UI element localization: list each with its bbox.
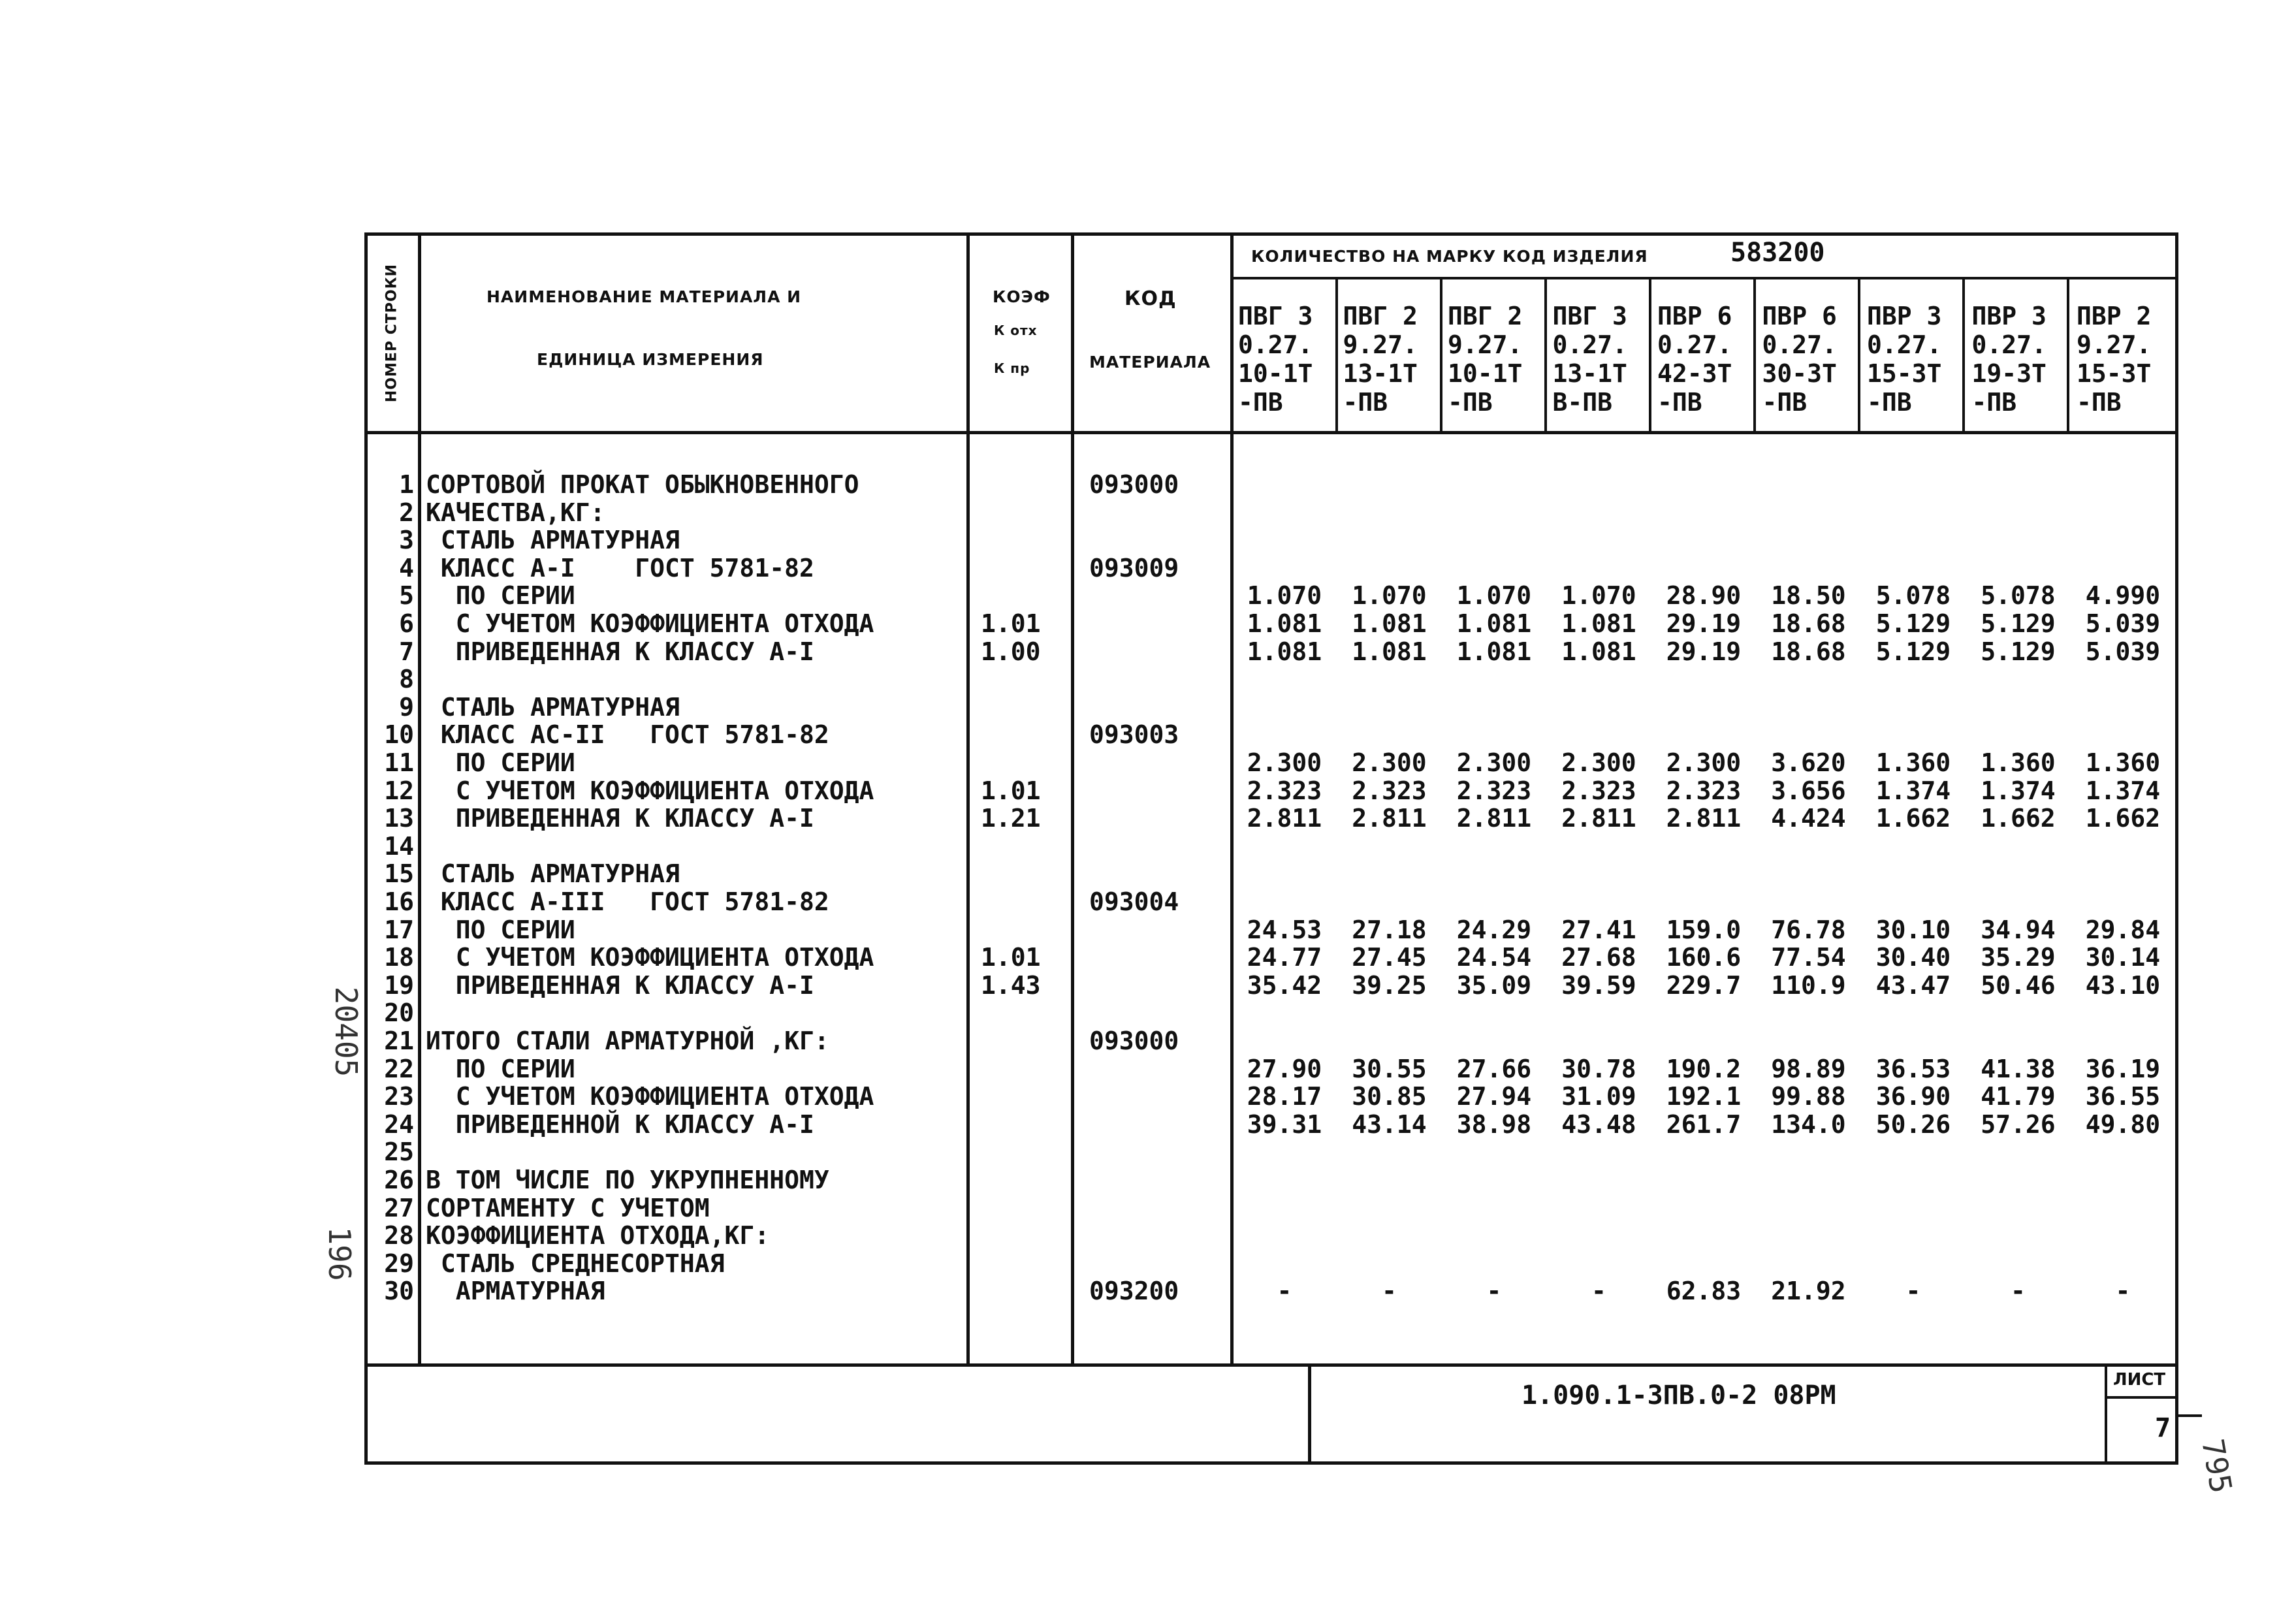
quantity-cell: 27.90 xyxy=(1247,1054,1322,1083)
mark-header-line: ПВР 3 xyxy=(1867,302,1942,330)
code-header-line1: КОД xyxy=(1124,287,1177,310)
quantity-cell: 98.89 xyxy=(1771,1054,1846,1083)
mark-header-line: ПВГ 2 xyxy=(1343,302,1418,330)
mark-header-line: -ПВ xyxy=(2077,388,2122,417)
material-name-cell: КАЧЕСТВА,КГ: xyxy=(426,498,605,527)
quantity-cell: 159.0 xyxy=(1666,915,1742,944)
quantity-cell: 1.374 xyxy=(1981,776,2056,805)
quantity-cell: 29.84 xyxy=(2085,915,2161,944)
quantity-cell: 229.7 xyxy=(1666,970,1742,1000)
quantity-cell: 27.18 xyxy=(1352,915,1427,944)
row-number: 6 xyxy=(399,609,414,638)
row-number: 11 xyxy=(384,748,414,777)
stamp-sheet-hline xyxy=(2105,1396,2178,1399)
mark-header-line: -ПВ xyxy=(1343,388,1388,417)
quantity-cell: - xyxy=(1905,1277,1921,1306)
quantity-cell: 1.070 xyxy=(1352,581,1427,611)
quantity-cell: 1.662 xyxy=(2085,804,2161,833)
quantity-cell: - xyxy=(1486,1277,1502,1306)
material-name-header-line2: ЕДИНИЦА ИЗМЕРЕНИЯ xyxy=(537,350,764,369)
material-name-cell: ПРИВЕДЕННАЯ К КЛАССУ А-I xyxy=(426,804,814,833)
mark-divider-1 xyxy=(1335,277,1338,434)
mark-header-line: 15-3Т xyxy=(1867,359,1942,388)
material-name-cell: КЛАСС АС-II ГОСТ 5781-82 xyxy=(426,720,829,750)
quantity-cell: 43.47 xyxy=(1875,970,1951,1000)
quantity-cell: 27.68 xyxy=(1561,943,1636,972)
quantity-cell: 38.98 xyxy=(1456,1109,1532,1139)
mark-divider-8 xyxy=(2067,277,2069,434)
material-name-cell: ПО СЕРИИ xyxy=(426,581,575,611)
material-name-cell: ПО СЕРИИ xyxy=(426,915,575,944)
coefficient-cell: 1.01 xyxy=(981,943,1041,972)
quantity-cell: 5.078 xyxy=(1875,581,1951,611)
quantity-cell: 2.300 xyxy=(1247,748,1322,777)
coefficient-cell: 1.01 xyxy=(981,609,1041,638)
quantity-cell: 4.424 xyxy=(1771,804,1846,833)
quantity-cell: 39.25 xyxy=(1352,970,1427,1000)
mark-divider-3 xyxy=(1544,277,1547,434)
quantity-cell: 24.54 xyxy=(1456,943,1532,972)
mark-header-2 xyxy=(1343,302,1418,417)
quantity-cell: 43.48 xyxy=(1561,1109,1636,1139)
quantity-cell: 49.80 xyxy=(2085,1109,2161,1139)
row-number: 30 xyxy=(384,1277,414,1306)
coef-header-line3: К пр xyxy=(994,360,1030,376)
mark-divider-6 xyxy=(1858,277,1860,434)
quantity-cell: 5.039 xyxy=(2085,609,2161,638)
quantity-cell: 31.09 xyxy=(1561,1082,1636,1111)
row-number: 18 xyxy=(384,943,414,972)
row-number: 24 xyxy=(384,1109,414,1139)
mark-header-line: 15-3Т xyxy=(2077,359,2152,388)
row-number: 17 xyxy=(384,915,414,944)
quantity-cell: 27.94 xyxy=(1456,1082,1532,1111)
qty-header-line xyxy=(1233,277,2178,279)
row-number: 7 xyxy=(399,637,414,666)
material-name-cell: ПРИВЕДЕННОЙ К КЛАССУ А-I xyxy=(426,1109,814,1139)
quantity-cell: 2.300 xyxy=(1456,748,1532,777)
quantity-cell: 1.081 xyxy=(1247,637,1322,666)
mark-header-line: -ПВ xyxy=(1867,388,1912,417)
mark-header-line: 9.27. xyxy=(2077,330,2152,359)
col-name-divider xyxy=(966,232,970,1365)
quantity-cell: 2.811 xyxy=(1666,804,1742,833)
row-number: 20 xyxy=(384,998,414,1028)
material-name-cell: АРМАТУРНАЯ xyxy=(426,1277,605,1306)
quantity-cell: 1.081 xyxy=(1352,637,1427,666)
quantity-cell: 1.360 xyxy=(1981,748,2056,777)
quantity-cell: 4.990 xyxy=(2085,581,2161,611)
material-code-cell: 093009 xyxy=(1089,553,1179,582)
quantity-cell: 27.45 xyxy=(1352,943,1427,972)
col-coef-divider xyxy=(1071,232,1074,1365)
mark-header-line: 0.27. xyxy=(1552,330,1627,359)
frame-top-line xyxy=(364,232,2178,236)
mark-header-7 xyxy=(1867,302,1941,417)
quantity-cell: 18.50 xyxy=(1771,581,1846,611)
quantity-cell: 1.662 xyxy=(1981,804,2056,833)
mark-header-line: 10-1Т xyxy=(1448,359,1523,388)
header-bottom-line xyxy=(364,431,2178,434)
quantity-cell: 1.081 xyxy=(1561,609,1636,638)
material-name-cell: СТАЛЬ АРМАТУРНАЯ xyxy=(426,692,680,722)
margin-note-left-bottom: 196 xyxy=(322,1226,357,1281)
row-number: 26 xyxy=(384,1166,414,1194)
quantity-cell: 261.7 xyxy=(1666,1109,1742,1139)
row-number: 4 xyxy=(399,553,414,582)
mark-header-line: -ПВ xyxy=(1762,388,1808,417)
material-name-header-line1: НАИМЕНОВАНИЕ МАТЕРИАЛА И xyxy=(486,287,802,306)
quantity-cell: 29.19 xyxy=(1666,637,1742,666)
quantity-cell: 1.662 xyxy=(1875,804,1951,833)
mark-divider-5 xyxy=(1753,277,1756,434)
mark-header-4 xyxy=(1553,302,1627,417)
material-code-cell: 093200 xyxy=(1089,1277,1179,1306)
mark-header-line: ПВР 2 xyxy=(2077,302,2152,330)
material-name-cell: С УЧЕТОМ КОЭФФИЦИЕНТА ОТХОДА xyxy=(426,776,874,805)
mark-header-line: 0.27. xyxy=(1657,330,1732,359)
mark-header-line: -ПВ xyxy=(1657,388,1702,417)
row-number: 10 xyxy=(384,720,414,750)
mark-divider-4 xyxy=(1649,277,1651,434)
quantity-cell: 35.09 xyxy=(1456,970,1532,1000)
material-name-cell: ИТОГО СТАЛИ АРМАТУРНОЙ ,КГ: xyxy=(426,1027,829,1055)
quantity-cell: 1.081 xyxy=(1456,637,1532,666)
quantity-cell: 43.14 xyxy=(1352,1109,1427,1139)
quantity-cell: 30.14 xyxy=(2085,943,2161,972)
quantity-cell: 41.79 xyxy=(1981,1082,2056,1111)
mark-header-1 xyxy=(1238,302,1313,417)
material-name-cell: СТАЛЬ АРМАТУРНАЯ xyxy=(426,526,680,555)
row-number: 27 xyxy=(384,1193,414,1222)
quantity-cell: 5.129 xyxy=(1875,609,1951,638)
quantity-cell: 43.10 xyxy=(2085,970,2161,1000)
material-name-cell: ПО СЕРИИ xyxy=(426,748,575,777)
quantity-cell: 5.129 xyxy=(1981,637,2056,666)
mark-header-line: 0.27. xyxy=(1867,330,1942,359)
quantity-cell: - xyxy=(2011,1277,2026,1306)
coefficient-cell: 1.43 xyxy=(981,970,1041,1000)
col-rownum-divider xyxy=(418,232,421,1365)
quantity-cell: 30.10 xyxy=(1875,915,1951,944)
quantity-cell: 21.92 xyxy=(1771,1277,1846,1306)
quantity-cell: 160.6 xyxy=(1666,943,1742,972)
quantity-cell: 27.66 xyxy=(1456,1054,1532,1083)
mark-header-line: 30-3Т xyxy=(1762,359,1837,388)
row-number: 1 xyxy=(399,470,414,499)
quantity-cell: 1.081 xyxy=(1561,637,1636,666)
row-number: 8 xyxy=(399,665,414,694)
quantity-cell: 24.77 xyxy=(1247,943,1322,972)
material-name-cell: ПО СЕРИИ xyxy=(426,1054,575,1083)
row-number: 25 xyxy=(384,1138,414,1167)
mark-divider-2 xyxy=(1440,277,1442,434)
mark-header-8 xyxy=(1972,302,2047,417)
row-number: 3 xyxy=(399,526,414,555)
margin-note-left-top: 20405 xyxy=(328,986,364,1077)
quantity-cell: 2.300 xyxy=(1666,748,1742,777)
quantity-cell: - xyxy=(1591,1277,1606,1306)
mark-header-line: ПВР 3 xyxy=(1971,302,2047,330)
quantity-cell: 5.129 xyxy=(1875,637,1951,666)
row-number: 28 xyxy=(384,1221,414,1250)
quantity-cell: 2.300 xyxy=(1561,748,1636,777)
quantity-cell: 1.070 xyxy=(1247,581,1322,611)
quantity-cell: 50.46 xyxy=(1981,970,2056,1000)
mark-header-line: 13-1Т xyxy=(1552,359,1627,388)
coef-header-line1: КОЭФ xyxy=(993,287,1051,306)
frame-bottom-line xyxy=(364,1461,2178,1465)
mark-header-line: 9.27. xyxy=(1343,330,1418,359)
quantity-cell: 99.88 xyxy=(1771,1082,1846,1111)
row-number: 14 xyxy=(384,831,414,861)
material-name-cell: СОРТОВОЙ ПРОКАТ ОБЫКНОВЕННОГО xyxy=(426,470,859,499)
quantity-cell: 3.656 xyxy=(1771,776,1846,805)
quantity-cell: 5.078 xyxy=(1981,581,2056,611)
row-number: 23 xyxy=(384,1082,414,1111)
quantity-cell: 36.90 xyxy=(1875,1082,1951,1111)
quantity-cell: 35.29 xyxy=(1981,943,2056,972)
quantity-cell: 1.081 xyxy=(1247,609,1322,638)
margin-note-right: 795 xyxy=(2195,1436,2239,1496)
mark-header-3 xyxy=(1448,302,1522,417)
mark-header-line: ПВГ 3 xyxy=(1552,302,1627,330)
quantity-cell: 190.2 xyxy=(1666,1054,1742,1083)
quantity-cell: 76.78 xyxy=(1771,915,1846,944)
quantity-cell: - xyxy=(1277,1277,1292,1306)
material-name-cell: СТАЛЬ АРМАТУРНАЯ xyxy=(426,859,680,889)
row-number: 5 xyxy=(399,581,414,611)
quantity-cell: 36.53 xyxy=(1875,1054,1951,1083)
quantity-cell: 1.374 xyxy=(2085,776,2161,805)
sheet-number: 7 xyxy=(2155,1413,2171,1443)
material-code-cell: 093003 xyxy=(1089,720,1179,750)
mark-header-line: 10-1Т xyxy=(1238,359,1313,388)
mark-header-line: -ПВ xyxy=(1448,388,1493,417)
quantity-cell: 50.26 xyxy=(1875,1109,1951,1139)
material-name-cell: ПРИВЕДЕННАЯ К КЛАССУ А-I xyxy=(426,970,814,1000)
quantity-cell: 28.17 xyxy=(1247,1082,1322,1111)
material-name-cell: КОЭФФИЦИЕНТА ОТХОДА,КГ: xyxy=(426,1221,770,1250)
material-name-cell: КЛАСС А-III ГОСТ 5781-82 xyxy=(426,887,829,916)
quantity-cell: 35.42 xyxy=(1247,970,1322,1000)
margin-note-right-tick xyxy=(2178,1414,2202,1417)
quantity-cell: 30.55 xyxy=(1352,1054,1427,1083)
row-number: 21 xyxy=(384,1027,414,1055)
mark-header-line: 0.27. xyxy=(1762,330,1837,359)
mark-header-6 xyxy=(1762,302,1837,417)
quantity-cell: 1.374 xyxy=(1875,776,1951,805)
sheet-label: ЛИСТ xyxy=(2113,1370,2166,1390)
quantity-cell: 41.38 xyxy=(1981,1054,2056,1083)
row-number: 12 xyxy=(384,776,414,805)
quantity-cell: 5.039 xyxy=(2085,637,2161,666)
quantity-cell: 30.40 xyxy=(1875,943,1951,972)
quantity-cell: 110.9 xyxy=(1771,970,1846,1000)
material-name-cell: С УЧЕТОМ КОЭФФИЦИЕНТА ОТХОДА xyxy=(426,609,874,638)
mark-divider-7 xyxy=(1962,277,1965,434)
material-code-cell: 093000 xyxy=(1089,1027,1179,1055)
quantity-cell: 2.323 xyxy=(1456,776,1532,805)
material-name-cell: С УЧЕТОМ КОЭФФИЦИЕНТА ОТХОДА xyxy=(426,1082,874,1111)
row-number: 15 xyxy=(384,859,414,889)
quantity-cell: 27.41 xyxy=(1561,915,1636,944)
quantity-cell: 1.081 xyxy=(1456,609,1532,638)
stamp-sheet-line xyxy=(2105,1363,2107,1465)
quantity-cell: 134.0 xyxy=(1771,1109,1846,1139)
coefficient-cell: 1.01 xyxy=(981,776,1041,805)
quantity-cell: 24.29 xyxy=(1456,915,1532,944)
material-name-cell: В ТОМ ЧИСЛЕ ПО УКРУПНЕННОМУ xyxy=(426,1166,829,1194)
quantity-cell: 28.90 xyxy=(1666,581,1742,611)
row-number: 29 xyxy=(384,1249,414,1278)
quantity-cell: 1.360 xyxy=(1875,748,1951,777)
mark-header-line: 0.27. xyxy=(1238,330,1313,359)
quantity-cell: 1.360 xyxy=(2085,748,2161,777)
material-name-cell: СТАЛЬ СРЕДНЕСОРТНАЯ xyxy=(426,1249,725,1278)
quantity-cell: - xyxy=(2115,1277,2131,1306)
row-number: 19 xyxy=(384,970,414,1000)
mark-header-line: ПВГ 3 xyxy=(1238,302,1313,330)
quantity-cell: - xyxy=(1382,1277,1397,1306)
row-number: 16 xyxy=(384,887,414,916)
quantity-cell: 30.85 xyxy=(1352,1082,1427,1111)
coef-header-line2: К отх xyxy=(994,323,1038,338)
material-name-cell: ПРИВЕДЕННАЯ К КЛАССУ А-I xyxy=(426,637,814,666)
coefficient-cell: 1.00 xyxy=(981,637,1041,666)
mark-header-9 xyxy=(2077,302,2151,417)
mark-header-line: -ПВ xyxy=(1971,388,2017,417)
mark-header-line: 42-3Т xyxy=(1657,359,1732,388)
row-number: 9 xyxy=(399,692,414,722)
quantity-cell: 2.323 xyxy=(1247,776,1322,805)
row-number-header: НОМЕР СТРОКИ xyxy=(383,263,400,403)
mark-header-line: 0.27. xyxy=(1971,330,2047,359)
quantity-cell: 39.31 xyxy=(1247,1109,1322,1139)
material-name-cell: СОРТАМЕНТУ С УЧЕТОМ xyxy=(426,1193,710,1222)
row-number: 13 xyxy=(384,804,414,833)
mark-header-line: -ПВ xyxy=(1238,388,1283,417)
document-code: 1.090.1-3ПВ.0-2 08РМ xyxy=(1521,1380,1836,1410)
quantity-cell: 2.300 xyxy=(1352,748,1427,777)
quantity-cell: 192.1 xyxy=(1666,1082,1742,1111)
quantity-cell: 18.68 xyxy=(1771,609,1846,638)
quantity-cell: 30.78 xyxy=(1561,1054,1636,1083)
mark-header-line: 19-3Т xyxy=(1971,359,2047,388)
material-name-cell: С УЧЕТОМ КОЭФФИЦИЕНТА ОТХОДА xyxy=(426,943,874,972)
mark-header-line: 9.27. xyxy=(1448,330,1523,359)
material-code-cell: 093004 xyxy=(1089,887,1179,916)
quantity-cell: 36.55 xyxy=(2085,1082,2161,1111)
quantity-cell: 2.323 xyxy=(1352,776,1427,805)
mark-header-5 xyxy=(1657,302,1732,417)
material-name-cell: КЛАСС А-I ГОСТ 5781-82 xyxy=(426,553,814,582)
quantity-cell: 62.83 xyxy=(1666,1277,1742,1306)
quantity-cell: 2.811 xyxy=(1247,804,1322,833)
quantity-cell: 2.323 xyxy=(1666,776,1742,805)
coefficient-cell: 1.21 xyxy=(981,804,1041,833)
quantity-cell: 5.129 xyxy=(1981,609,2056,638)
mark-header-line: В-ПВ xyxy=(1552,388,1613,417)
quantity-cell: 1.070 xyxy=(1456,581,1532,611)
quantity-cell: 2.323 xyxy=(1561,776,1636,805)
row-number: 2 xyxy=(399,498,414,527)
product-code: 583200 xyxy=(1730,238,1825,268)
quantity-cell: 18.68 xyxy=(1771,637,1846,666)
quantity-cell: 2.811 xyxy=(1456,804,1532,833)
quantity-cell: 2.811 xyxy=(1561,804,1636,833)
quantity-cell: 2.811 xyxy=(1352,804,1427,833)
quantity-cell: 1.070 xyxy=(1561,581,1636,611)
quantity-cell: 1.081 xyxy=(1352,609,1427,638)
quantity-cell: 24.53 xyxy=(1247,915,1322,944)
frame-left-line xyxy=(364,232,368,1465)
mark-header-line: ПВР 6 xyxy=(1762,302,1837,330)
code-header-line2: МАТЕРИАЛА xyxy=(1089,353,1211,372)
material-code-cell: 093000 xyxy=(1089,470,1179,499)
row-number: 22 xyxy=(384,1054,414,1083)
mark-header-line: 13-1Т xyxy=(1343,359,1418,388)
qty-header-label: КОЛИЧЕСТВО НА МАРКУ КОД ИЗДЕЛИЯ xyxy=(1251,247,1648,266)
quantity-cell: 77.54 xyxy=(1771,943,1846,972)
table-bottom-line xyxy=(364,1363,2178,1367)
quantity-cell: 3.620 xyxy=(1771,748,1846,777)
mark-header-line: ПВР 6 xyxy=(1657,302,1732,330)
stamp-left-line xyxy=(1308,1363,1311,1465)
quantity-cell: 34.94 xyxy=(1981,915,2056,944)
quantity-cell: 39.59 xyxy=(1561,970,1636,1000)
quantity-cell: 57.26 xyxy=(1981,1109,2056,1139)
frame-right-line xyxy=(2175,232,2178,1465)
quantity-cell: 29.19 xyxy=(1666,609,1742,638)
quantity-cell: 36.19 xyxy=(2085,1054,2161,1083)
mark-header-line: ПВГ 2 xyxy=(1448,302,1523,330)
